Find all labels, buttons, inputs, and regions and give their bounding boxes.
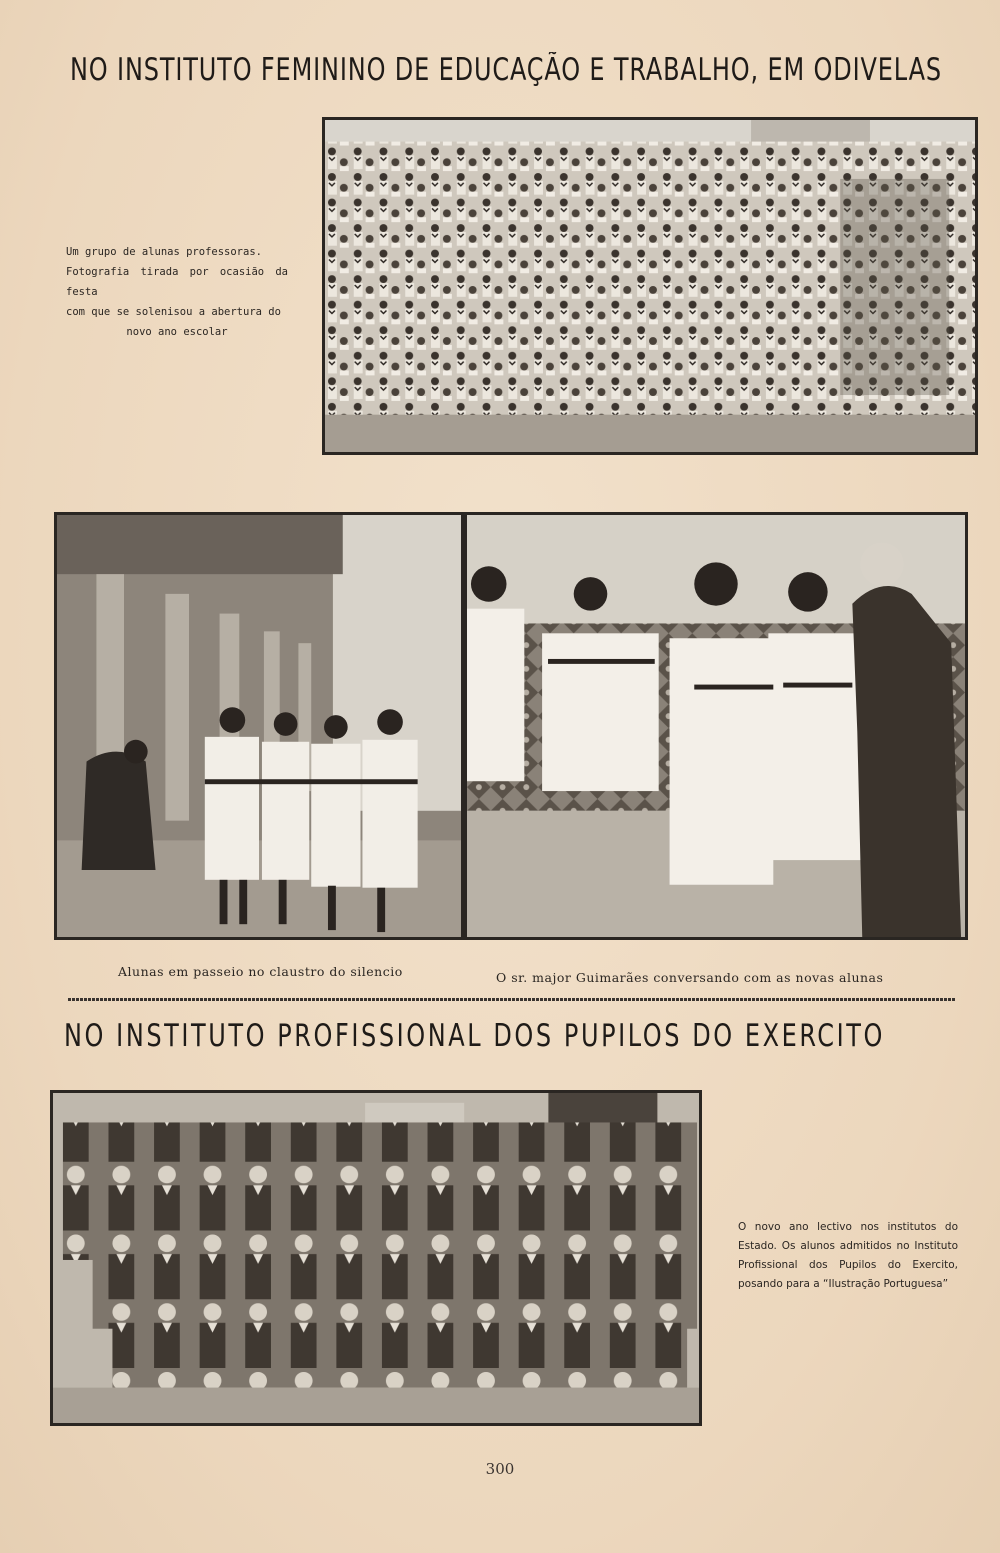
photo-cloister-image [57, 515, 461, 937]
photo-major-students [464, 512, 968, 940]
caption-major: O sr. major Guimarães conversando com as novas alunas [496, 970, 884, 985]
photo-major-students-image [467, 515, 965, 937]
headline-odivelas: NO INSTITUTO FEMININO DE EDUCAÇÃO E TRABALHO, EM ODIVELAS [70, 52, 942, 88]
caption-line: Fotografia tirada por ocasião da festa [66, 266, 288, 298]
photo-boys-group-image [53, 1093, 699, 1423]
caption-line: novo ano escolar [126, 326, 228, 338]
caption-boys-group: O novo ano lectivo nos institutos do Estado. Os alunos admitidos no Instituto Profissional dos Pupilos do Exercito, posando para a “Ilustração Portuguesa” [738, 1221, 958, 1290]
page-number: 300 [485, 1460, 515, 1478]
photo-girls-group [322, 117, 978, 455]
caption-group-photo [66, 242, 288, 342]
caption-line: com que se solenisou a abertura do [66, 306, 281, 318]
photo-boys-group [50, 1090, 702, 1426]
headline-pupilos: NO INSTITUTO PROFISSIONAL DOS PUPILOS DO EXERCITO [64, 1018, 885, 1054]
photo-cloister [54, 512, 464, 940]
caption-cloister: Alunas em passeio no claustro do silencio [118, 964, 403, 979]
section-divider [68, 998, 956, 1001]
caption-line: Um grupo de alunas professoras. [66, 246, 262, 258]
photo-girls-group-image [325, 120, 975, 452]
